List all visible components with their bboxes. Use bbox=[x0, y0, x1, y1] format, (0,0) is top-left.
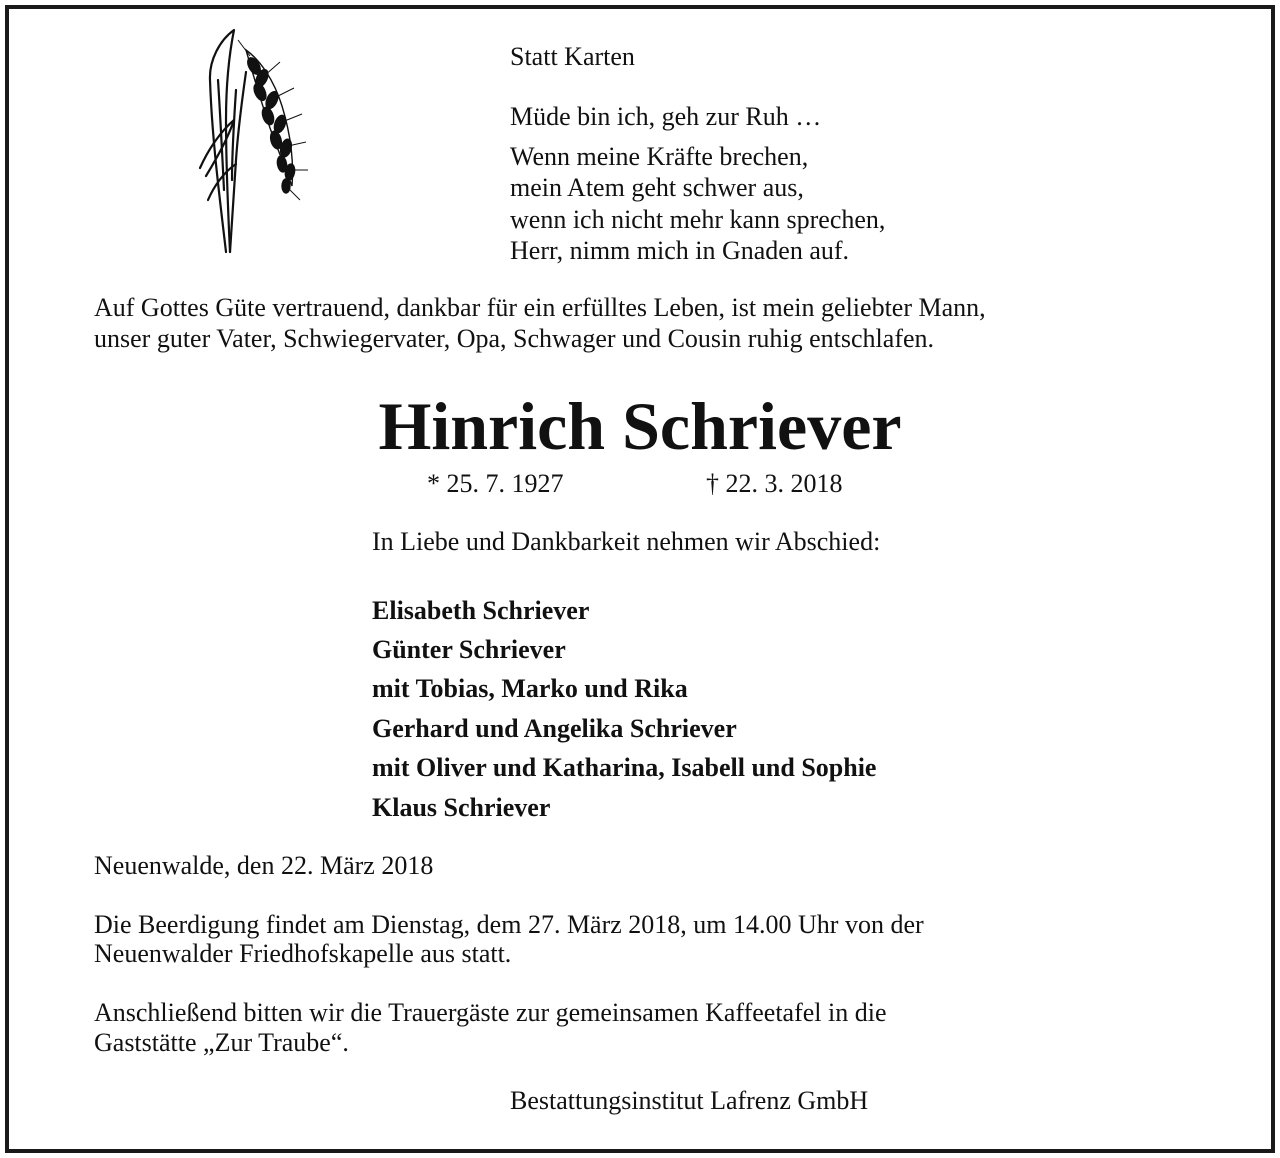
reception-info: Anschließend bitten wir die Trauergäste zur gemeinsamen Kaffeetafel in die bbox=[94, 998, 887, 1027]
poem-line: mein Atem geht schwer aus, bbox=[510, 173, 804, 202]
poem-line: Herr, nimm mich in Gnaden auf. bbox=[510, 236, 850, 265]
mourner-name: mit Oliver und Katharina, Isabell und Sophie bbox=[372, 753, 877, 782]
intro-text: Auf Gottes Güte vertrauend, dankbar für ein erfülltes Leben, ist mein geliebter Mann, bbox=[94, 293, 986, 322]
mourner-name: Günter Schriever bbox=[372, 635, 566, 664]
birth-date: * 25. 7. 1927 bbox=[427, 469, 564, 498]
deceased-name: Hinrich Schriever bbox=[378, 388, 902, 464]
funeral-info: Die Beerdigung findet am Dienstag, dem 27. März 2018, um 14.00 Uhr von der bbox=[94, 910, 924, 939]
mourner-name: Elisabeth Schriever bbox=[372, 596, 590, 625]
place-date: Neuenwalde, den 22. März 2018 bbox=[94, 851, 434, 880]
poem-line: wenn ich nicht mehr kann sprechen, bbox=[510, 205, 886, 234]
wheat-ear-icon bbox=[190, 20, 310, 260]
mourner-name: Klaus Schriever bbox=[372, 793, 551, 822]
funeral-info: Neuenwalder Friedhofskapelle aus statt. bbox=[94, 939, 512, 968]
statt-karten: Statt Karten bbox=[510, 42, 635, 71]
mourner-name: Gerhard und Angelika Schriever bbox=[372, 714, 737, 743]
poem-title: Müde bin ich, geh zur Ruh … bbox=[510, 102, 822, 131]
undertaker: Bestattungsinstitut Lafrenz GmbH bbox=[510, 1086, 869, 1115]
farewell-text: In Liebe und Dankbarkeit nehmen wir Abschied: bbox=[372, 527, 881, 556]
poem-line: Wenn meine Kräfte brechen, bbox=[510, 142, 809, 171]
death-date: † 22. 3. 2018 bbox=[706, 469, 843, 498]
mourner-name: mit Tobias, Marko und Rika bbox=[372, 674, 688, 703]
reception-info: Gaststätte „Zur Traube“. bbox=[94, 1028, 349, 1057]
intro-text: unser guter Vater, Schwiegervater, Opa, Schwager und Cousin ruhig entschlafen. bbox=[94, 324, 935, 353]
